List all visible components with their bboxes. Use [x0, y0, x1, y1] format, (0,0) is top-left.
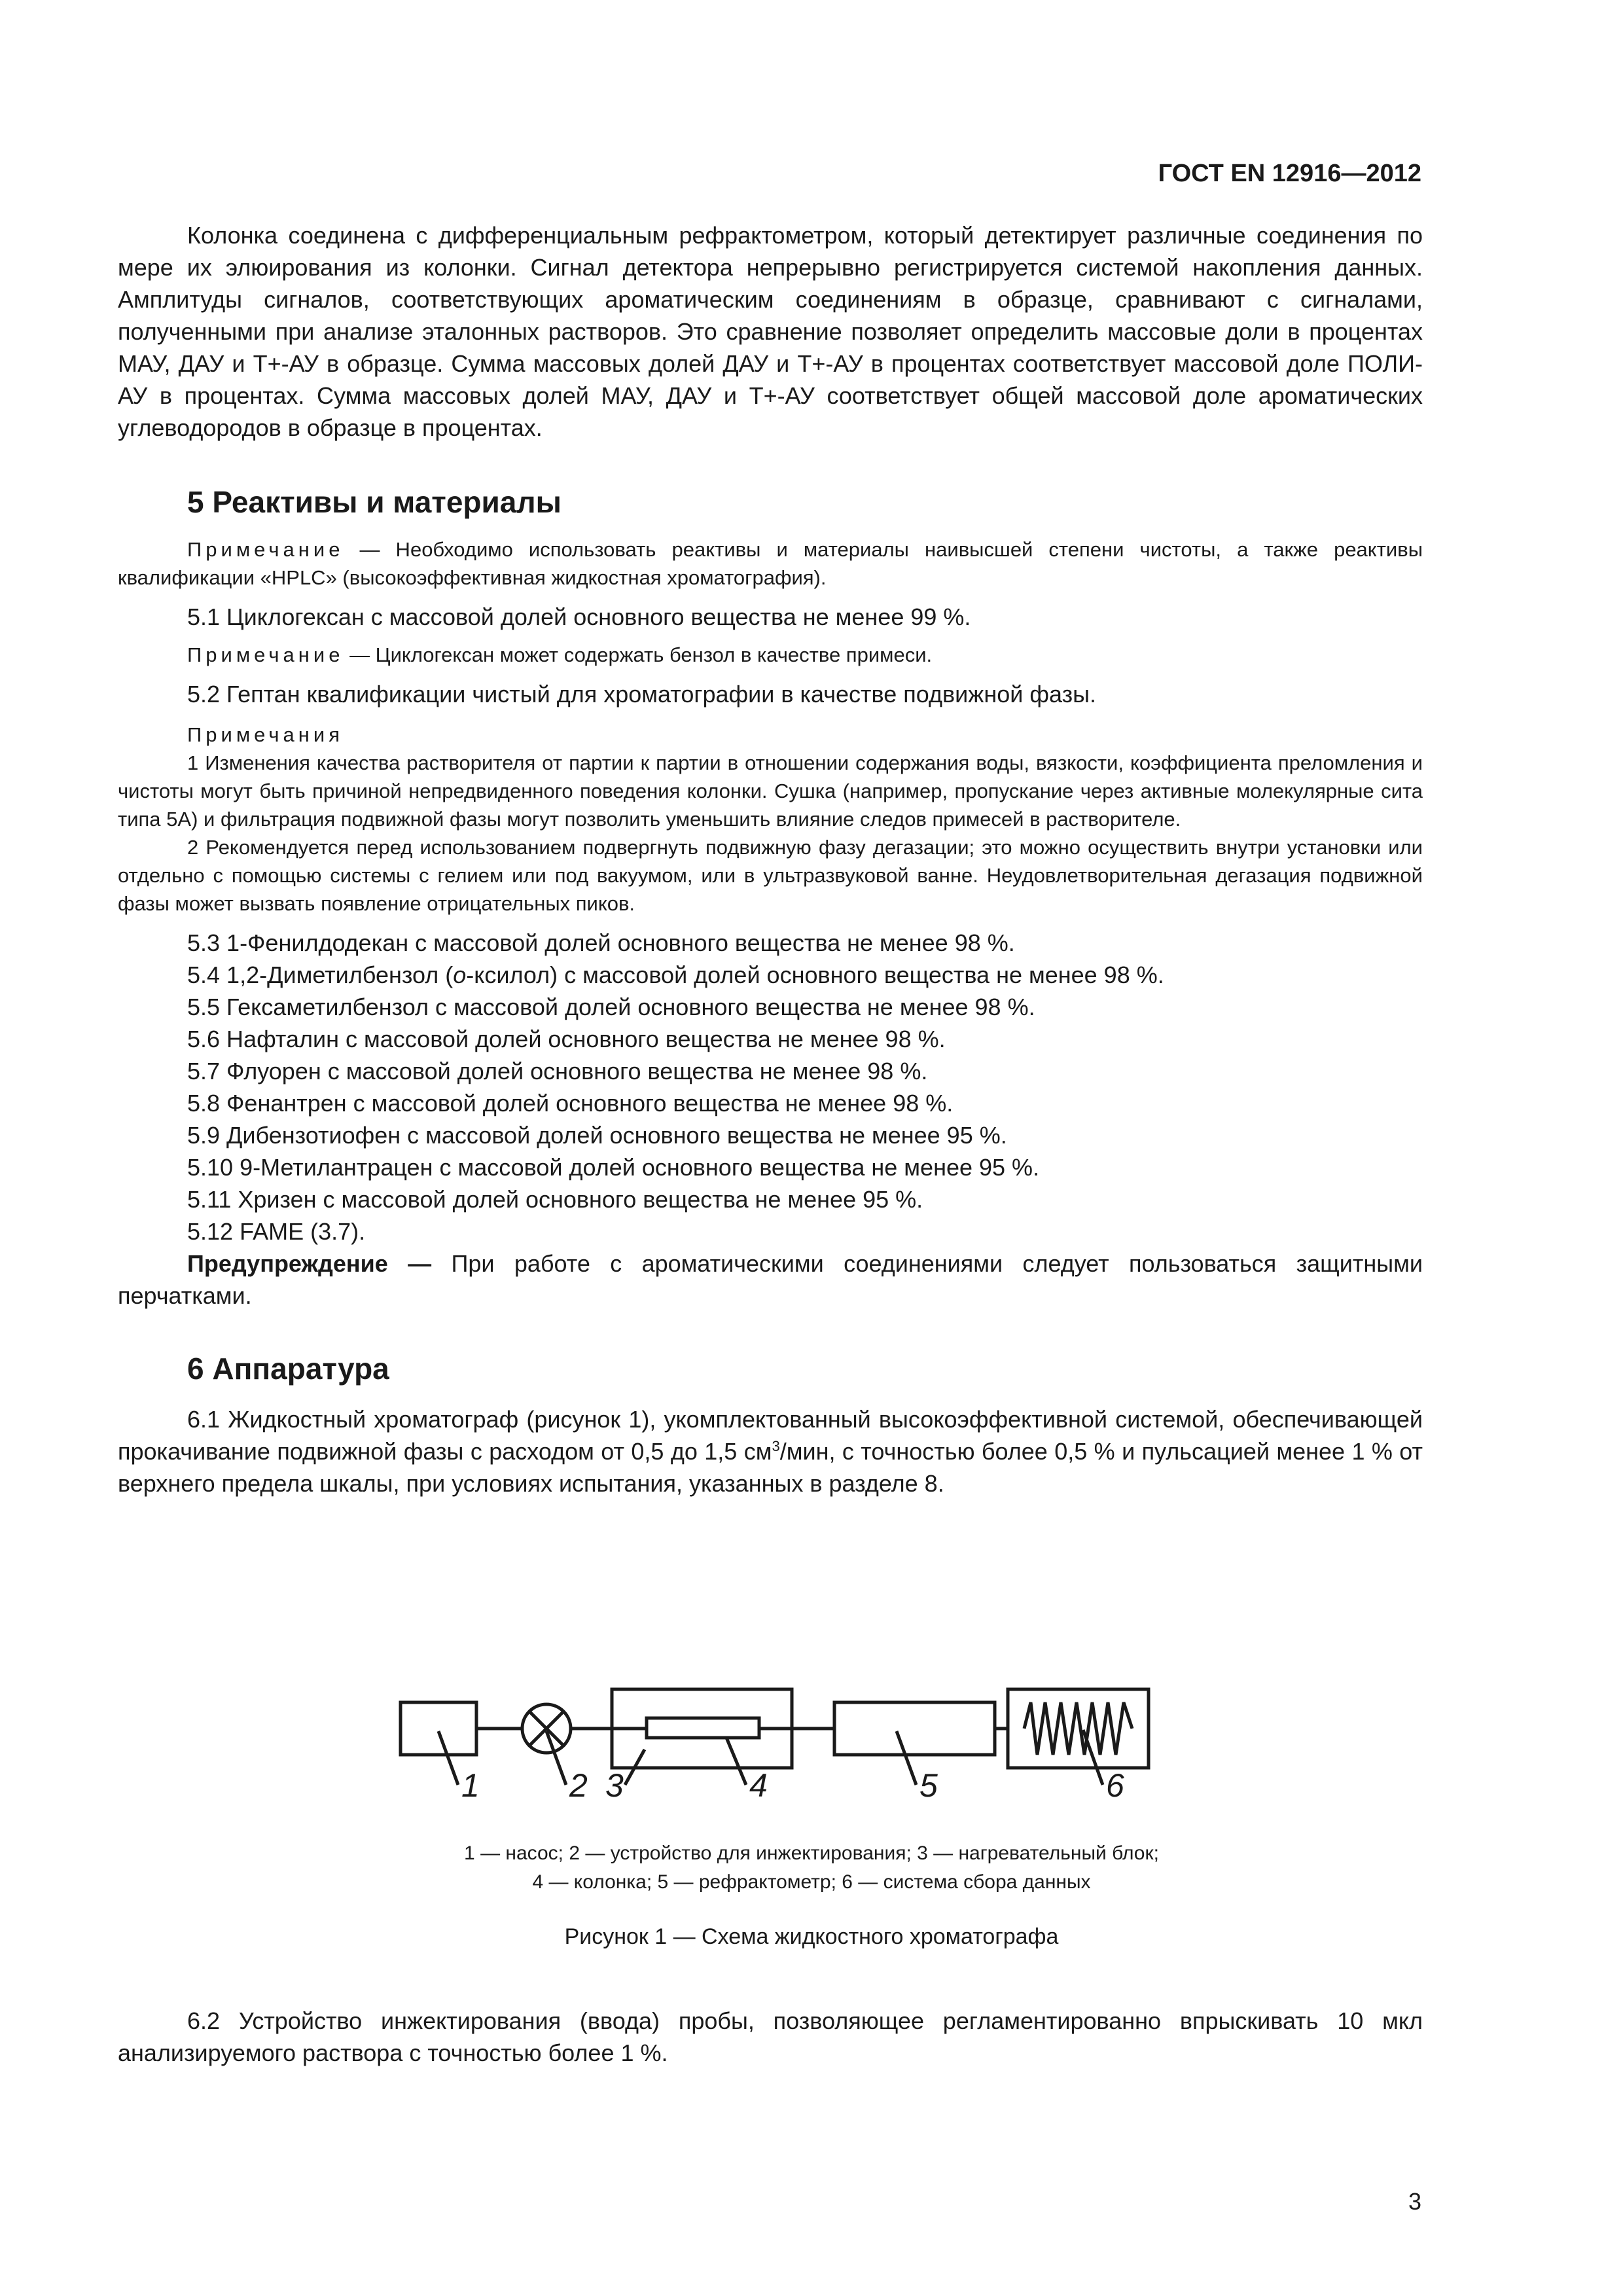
warning-text: При работе с ароматическими соединениями следует пользоваться защитными перчатками. — [118, 1250, 1423, 1309]
leader-6 — [1083, 1730, 1103, 1785]
item-5-4-part-a: 5.4 1,2-Диметилбензол ( — [187, 961, 454, 988]
figure-label-4: 4 — [749, 1767, 768, 1803]
legend-line-1: 1 — насос; 2 — устройство для инжектирования; 3 — нагревательный блок; — [464, 1842, 1159, 1864]
item-5-8: 5.8 Фенантрен с массовой долей основного вещества не менее 98 %. — [187, 1090, 954, 1117]
body-text — [118, 219, 1423, 1499]
figure-label-6: 6 — [1106, 1767, 1124, 1803]
note-1-label: Примечание — [187, 538, 344, 561]
chromatograph-diagram — [0, 1672, 1623, 1803]
p61-part-b: /мин, с точностью более 0,5 % и пульсацией менее 1 % от верхнего предела шкалы, при условиях испытания, указанных в разделе 8. — [118, 1438, 1423, 1497]
item-5-10: 5.10 9-Метилантрацен с массовой долей основного вещества не менее 95 %. — [187, 1154, 1040, 1181]
note-1-text: — Необходимо использовать реактивы и материалы наивысшей степени чистоты, а также реактивы квалификации «HPLC» (высокоэффективная жидкостная хроматография). — [118, 538, 1423, 589]
data-system-block — [1008, 1689, 1149, 1768]
refractometer-block — [834, 1702, 995, 1755]
note-2-text: — Циклогексан может содержать бензол в качестве примеси. — [349, 643, 933, 666]
item-5-4-part-b: -ксилол) с массовой долей основного вещества не менее 98 %. — [466, 961, 1164, 988]
leader-4 — [726, 1738, 746, 1785]
signal-trace — [1024, 1702, 1132, 1755]
note-2 — [118, 641, 1423, 669]
column-tube — [612, 1718, 759, 1738]
document-id-header: ГОСТ EN 12916—2012 — [1158, 160, 1421, 187]
figure-label-5: 5 — [919, 1767, 938, 1803]
item-5-5: 5.5 Гексаметилбензол с массовой долей основного вещества не менее 98 %. — [187, 994, 1035, 1020]
item-5-11: 5.11 Хризен с массовой долей основного вещества не менее 95 %. — [187, 1186, 923, 1213]
notes-label: Примечания — [187, 723, 344, 746]
warning — [118, 1247, 1423, 1312]
figure-caption: Рисунок 1 — Схема жидкостного хроматографа — [564, 1924, 1059, 1949]
legend-line-2: 4 — колонка; 5 — рефрактометр; 6 — система сбора данных — [532, 1871, 1091, 1893]
pump-block — [401, 1702, 476, 1755]
figure-label-3: 3 — [605, 1767, 624, 1803]
p61-sup: 3 — [772, 1438, 780, 1454]
item-5-6: 5.6 Нафталин с массовой долей основного вещества не менее 98 %. — [187, 1026, 946, 1052]
note-1 — [118, 535, 1423, 592]
warning-label: Предупреждение — — [187, 1250, 432, 1277]
intro-paragraph: Колонка соединена с дифференциальным рефрактометром, который детектирует различные соединения по мере их элюирования из колонки. Сигнал детектора непрерывно регистрируется системой накопления данных. Амплитуды сигналов, соответствующих ароматическим соединениям в образце, сравнивают с сигналами, полученными при анализе эталонных растворов. Это сравнение позволяет определить массовые доли в процентах МАУ, ДАУ и Т+-АУ в образце. Сумма массовых долей ДАУ и Т+-АУ в процентах соответствует массовой доле ПОЛИ-АУ в процентах. Сумма массовых долей МАУ, ДАУ и Т+-АУ соответствует общей массовой доле ароматических углеводородов в образце в процентах. — [118, 222, 1423, 441]
figure-label-2: 2 — [569, 1767, 588, 1803]
paragraph-6-2: 6.2 Устройство инжектирования (ввода) пробы, позволяющее регламентированно впрыскивать 10 мкл анализируемого раствора с точностью более 1 %. — [118, 2007, 1423, 2066]
note-2-label: Примечание — [187, 643, 344, 666]
item-5-12: 5.12 FAME (3.7). — [187, 1218, 366, 1245]
item-5-3: 5.3 1-Фенилдодекан с массовой долей основного вещества не менее 98 %. — [187, 929, 1015, 956]
figure-legend — [0, 1839, 1623, 1897]
item-5-2: 5.2 Гептан квалификации чистый для хроматографии в качестве подвижной фазы. — [187, 681, 1096, 708]
notes-item-1: 1 Изменения качества растворителя от партии к партии в отношении содержания воды, вязкости, коэффициента преломления и чистоты могут быть причиной непредвиденного поведения колонки. Сушка (например, пропускание через активные молекулярные сита типа 5А) и фильтрация подвижной фазы могут позволить уменьшить влияние следов примесей в растворителе. — [118, 751, 1423, 831]
section-6-title: 6 Аппаратура — [187, 1352, 389, 1386]
item-5-9: 5.9 Дибензотиофен с массовой долей основного вещества не менее 95 %. — [187, 1122, 1007, 1149]
p61-part-a: 6.1 Жидкостный хроматограф (рисунок 1), укомплектованный высокоэффективной системой, обеспечивающей прокачивание подвижной фазы с расходом от 0,5 до 1,5 см — [118, 1406, 1423, 1465]
page-number: 3 — [1408, 2188, 1421, 2215]
paragraph-6-1 — [118, 1403, 1423, 1499]
leader-1 — [438, 1731, 458, 1785]
figure-label-1: 1 — [461, 1767, 480, 1803]
notes-item-2: 2 Рекомендуется перед использованием подвергнуть подвижную фазу дегазации; это можно осуществить внутри установки или отдельно с помощью системы с гелием или под вакуумом, или в ультразвуковой ванне. Неудовлетворительная дегазация подвижной фазы может вызвать появление отрицательных пиков. — [118, 836, 1423, 915]
leader-5 — [897, 1731, 916, 1785]
items-list — [118, 927, 1423, 1312]
item-5-7: 5.7 Флуорен с массовой долей основного вещества не менее 98 %. — [187, 1058, 928, 1085]
item-5-4 — [118, 959, 1423, 991]
item-5-1: 5.1 Циклогексан с массовой долей основного вещества не менее 99 %. — [187, 603, 971, 630]
section-5-title: 5 Реактивы и материалы — [187, 485, 562, 519]
item-5-4-italic: о — [453, 961, 467, 988]
